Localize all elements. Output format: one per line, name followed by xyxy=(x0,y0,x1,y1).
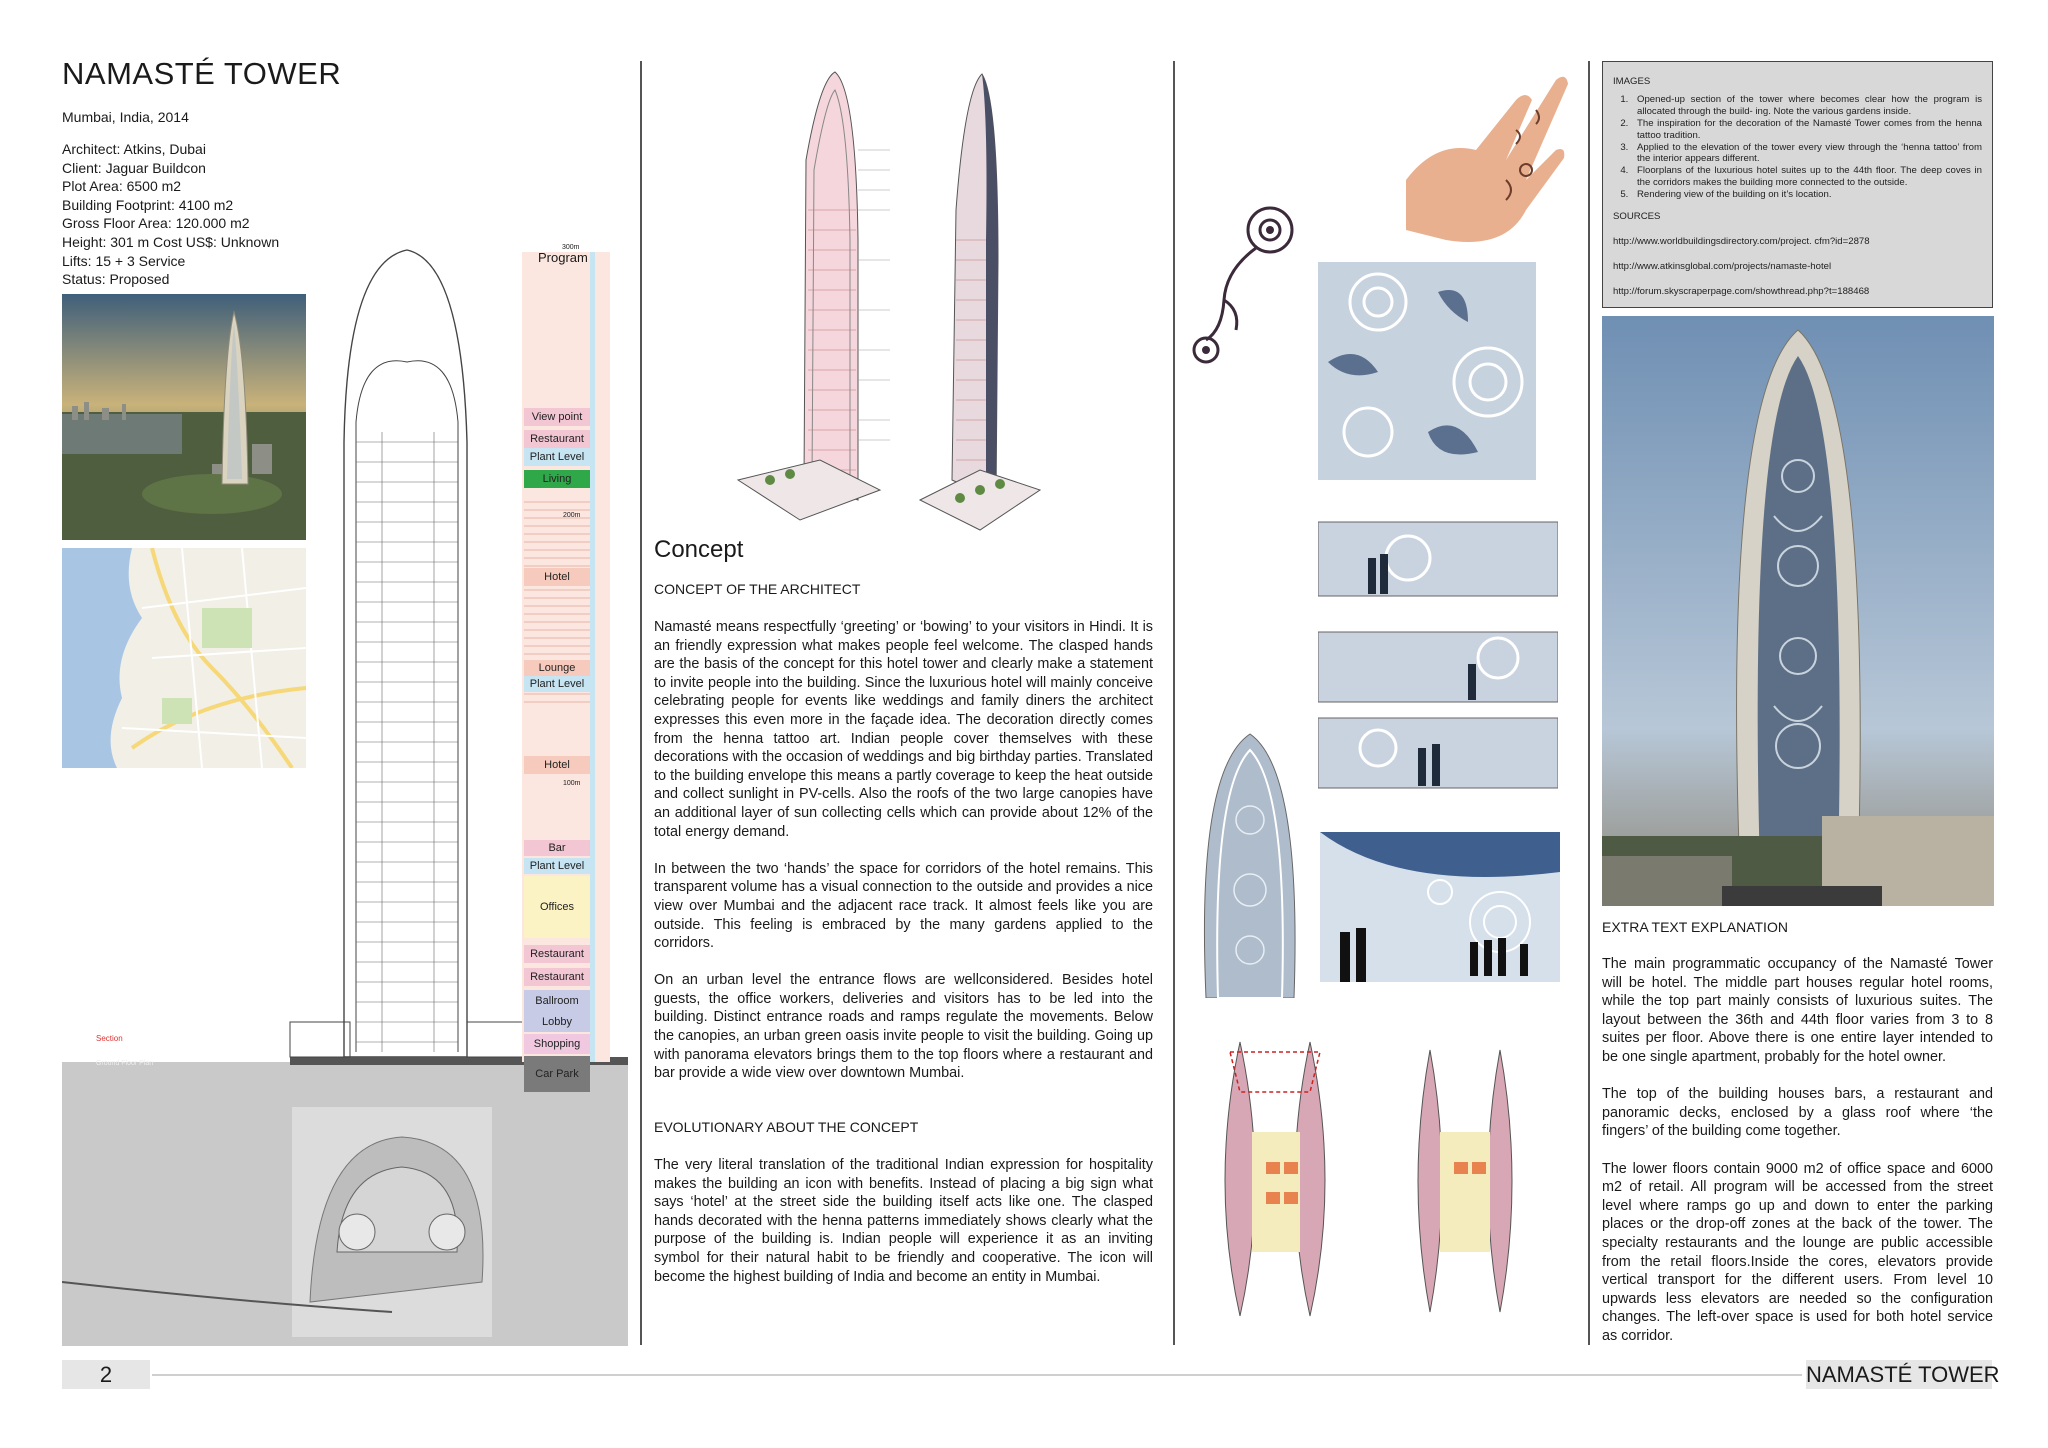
images-item-2: 2. The inspiration for the decoration of the Namasté Tower comes from the henna tattoo tradition. xyxy=(1631,118,1982,142)
fact-status: Status: Proposed xyxy=(62,271,170,288)
ground-floor-plan-label: Ground Floor Plan xyxy=(96,1060,154,1067)
extra-paragraph-3: The lower floors contain 9000 m2 of office space and 6000 m2 of retail. All program will be accessed from the street level where ramps go up and down to enter the parking places or the drop-off zones at the back of the tower. The specialty restaurants and the lounge are public accessible from the retail floors.Inside the cores, elevators provide vertical transport for the different users. From level 10 upwards less elevators are needed so the configuration changes. The left-over space is used for both hotel service as corridor. xyxy=(1602,1160,1993,1344)
legend-ballroom: Ballroom xyxy=(524,990,590,1012)
legend-view-point: View point xyxy=(524,408,590,426)
concept-paragraph-3: On an urban level the entrance flows are wellconsidered. Besides hotel guests, the office workers, deliveries and visitors has to be led into the building. Distinct entrance roads and ramps regulate the movements. Below the canopies, an urban green oasis invite people to visit the building. Going up with panorama elevators brings them to the top floors where a restaurant and bar provide a wide view over downtown Mumbai. xyxy=(654,972,1153,1082)
concept-subheading: CONCEPT OF THE ARCHITECT xyxy=(654,581,861,597)
legend-restaurant-top: Restaurant xyxy=(524,430,590,448)
location-year: Mumbai, India, 2014 xyxy=(62,109,189,125)
tower-rendering-image xyxy=(1602,316,1994,906)
legend-lobby: Lobby xyxy=(524,1012,590,1032)
concept-paragraph-1: Namasté means respectfully ‘greeting’ or ‘bowing’ to your visitors in Hindi. It is an friendly expression what makes people feel welcome. The clasped hands are the basis of the concept for this hotel tower and clearly make a statement to invite people into the building. Since the luxurious hotel will mainly conceive celebrating people for events like weddings and family diners the architect expresses this even more in the façade idea. The decoration directly comes from the henna tattoo art. Indian people cover themselves with these decorations with the occasion of weddings and big birthday parties. Translated to the building envelope this means a partly coverage to keep the heat outside and collect sunlight in PV-cells. Also the roofs of the two large canopies have an additional layer of sun collecting cells which can provide about 12% of the total energy demand. xyxy=(654,619,1153,840)
evolutionary-body xyxy=(654,1156,1153,1305)
fact-footprint: Building Footprint: 4100 m2 xyxy=(62,196,234,213)
fact-lifts: Lifts: 15 + 3 Service xyxy=(62,252,186,269)
henna-pattern-panel xyxy=(1318,262,1536,480)
images-list xyxy=(1613,94,1982,201)
legend-plant-level-top: Plant Level xyxy=(524,448,590,466)
fact-height-cost: Height: 301 m Cost US$: Unknown xyxy=(62,233,280,250)
legend-car-park: Car Park xyxy=(524,1056,590,1092)
tower-elevation-image xyxy=(1196,730,1304,998)
concept-heading: Concept xyxy=(654,536,744,563)
page-number: 2 xyxy=(62,1360,150,1389)
legend-lounge: Lounge xyxy=(524,660,590,676)
column-divider-1 xyxy=(640,61,642,1345)
sources-label: SOURCES xyxy=(1613,211,1661,223)
legend-offices: Offices xyxy=(524,876,590,938)
images-item-4: 4. Floorplans of the luxurious hotel suites up to the 44th floor. The deep coves in the corridors makes the building more connected to the outside. xyxy=(1631,165,1982,189)
height-100m-label: 100m xyxy=(563,780,581,787)
henna-hand-image xyxy=(1406,60,1572,256)
height-300m-label: 300m xyxy=(562,244,580,251)
legend-hotel-lower: Hotel xyxy=(524,756,590,774)
images-item-3: 3. Applied to the elevation of the tower every view through the ‘henna tattoo’ from the interior appears different. xyxy=(1631,142,1982,166)
evolutionary-subheading: EVOLUTIONARY ABOUT THE CONCEPT xyxy=(654,1119,919,1135)
concept-body xyxy=(654,618,1153,1101)
source-link-2[interactable]: http://www.atkinsglobal.com/projects/namaste-hotel xyxy=(1613,260,1832,272)
section-label: Section xyxy=(96,1034,123,1043)
fact-client: Client: Jaguar Buildcon xyxy=(62,159,206,176)
evolutionary-paragraph: The very literal translation of the traditional Indian expression for hospitality makes the building an icon with benefits. Instead of placing a big sign what says ‘hotel’ at the street side the building itself acts like one. The clasped hands decorated with the henna patterns immediately shows clearly what the purpose of the building is. Indian people will experience it as an inviting symbol for their natural habit to be friendly and cooperative. The icon will become the highest building of India and become an entity in Mumbai. xyxy=(654,1157,1153,1285)
henna-ornament-image xyxy=(1186,190,1310,380)
source-link-1[interactable]: http://www.worldbuildingsdirectory.com/project. cfm?id=2878 xyxy=(1613,235,1870,247)
legend-hotel-upper: Hotel xyxy=(524,568,590,586)
program-label: Program xyxy=(538,250,588,265)
height-200m-label: 200m xyxy=(563,512,581,519)
column-divider-3 xyxy=(1588,61,1590,1345)
extra-body xyxy=(1602,955,1993,1364)
interior-henna-view xyxy=(1320,832,1560,982)
facade-interior-views xyxy=(1318,508,1558,790)
fact-gross-floor-area: Gross Floor Area: 120.000 m2 xyxy=(62,215,250,232)
hotel-floorplans xyxy=(1200,1032,1546,1318)
legend-plant-level-mid: Plant Level xyxy=(524,676,590,692)
column-divider-2 xyxy=(1173,61,1175,1345)
legend-plant-level-low: Plant Level xyxy=(524,858,590,874)
extra-paragraph-1: The main programmatic occupancy of the Namasté Tower will be hotel. The middle part houses regular hotel rooms, while the top part mainly consists of luxurious suites. The layout between the 36th and 44th floor varies from 3 to 8 suites per floor. Above there is one entire layer intended to be one single apartment, probably for the hotel owner. xyxy=(1602,956,1993,1065)
legend-bar: Bar xyxy=(524,840,590,856)
legend-restaurant-2: Restaurant xyxy=(524,968,590,986)
images-label: IMAGES xyxy=(1613,76,1651,87)
images-item-1: 1. Opened-up section of the tower where becomes clear how the program is allocated through the build- ing. Note the various gardens inside. xyxy=(1631,94,1982,118)
fact-plot-area: Plot Area: 6500 m2 xyxy=(62,178,182,195)
concept-paragraph-2: In between the two ‘hands’ the space for corridors of the hotel remains. This transparent volume has a visual connection to the outside and provides a nice view over Mumbai and the adjacent race track. It almost feels like you are outside. This feeling is embraced by the many gardens applied to the corridors. xyxy=(654,860,1153,952)
exploded-tower-axonometric xyxy=(730,60,1090,542)
page-title: NAMASTÉ TOWER xyxy=(62,56,342,91)
footer-title: NAMASTÉ TOWER xyxy=(1806,1362,2000,1387)
fact-architect: Architect: Atkins, Dubai xyxy=(62,141,206,157)
footer-rule xyxy=(152,1374,1802,1376)
extra-heading: EXTRA TEXT EXPLANATION xyxy=(1602,919,1788,935)
images-item-5: 5. Rendering view of the building on it’s location. xyxy=(1631,189,1982,201)
legend-shopping: Shopping xyxy=(524,1034,590,1054)
source-link-3[interactable]: http://forum.skyscraperpage.com/showthread.php?t=188468 xyxy=(1613,285,1870,297)
legend-restaurant-1: Restaurant xyxy=(524,945,590,963)
images-sources-box xyxy=(1602,61,1993,308)
extra-paragraph-2: The top of the building houses bars, a restaurant and panoramic decks, enclosed by a glass roof where ‘the fingers’ of the building come together. xyxy=(1602,1086,1993,1140)
legend-living: Living xyxy=(524,470,590,488)
